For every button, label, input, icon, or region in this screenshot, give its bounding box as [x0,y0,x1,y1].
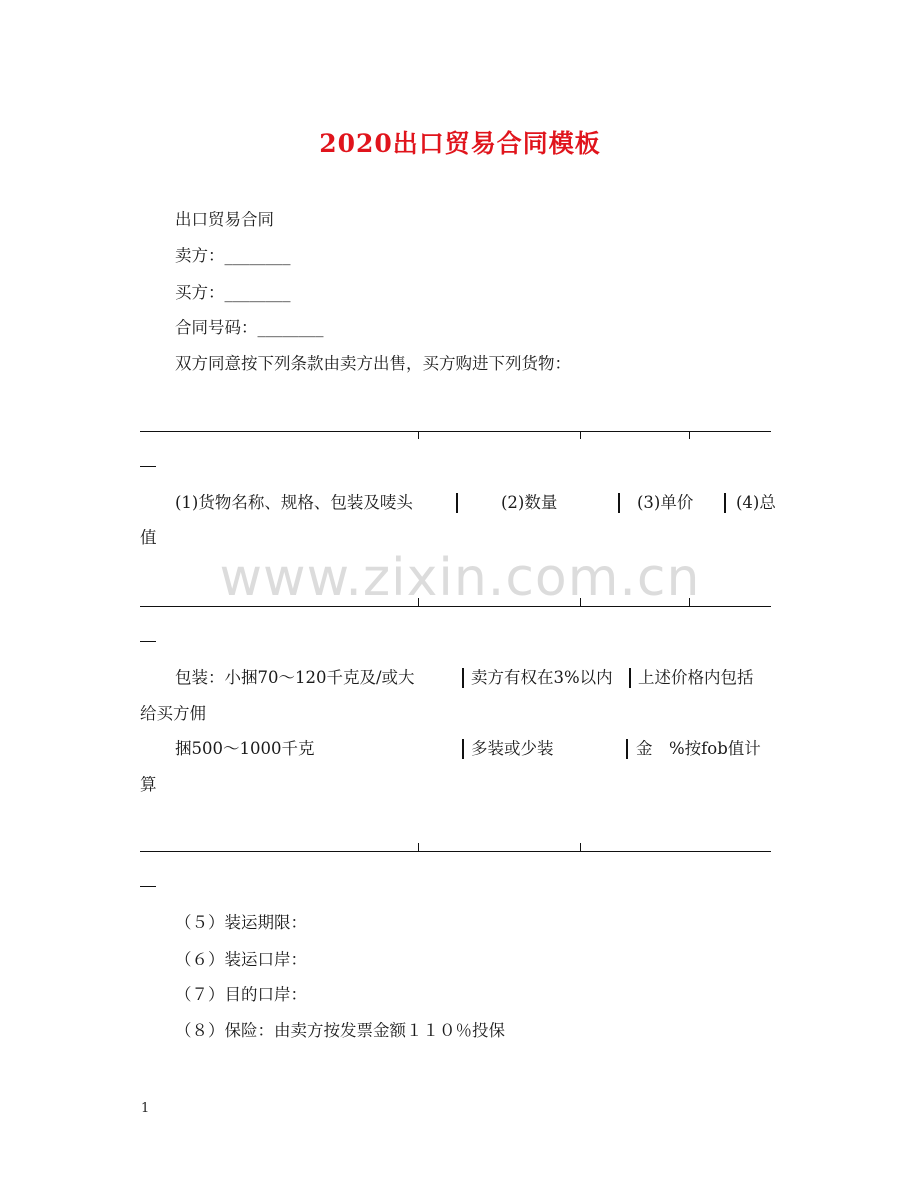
buyer-line: 买方：________ [175,283,291,302]
row2-col3-wrap: 算 [140,775,157,794]
column-separator [462,739,464,759]
column-separator [618,493,620,513]
contract-heading: 出口贸易合同 [175,210,274,229]
row1-col1: 包装：小捆70～120千克及/或大 [175,668,415,687]
header-col3: (3)单价 [637,493,694,512]
page-number: 1 [141,1101,150,1116]
header-col2: (2)数量 [501,493,558,512]
column-separator [462,668,464,688]
clause-5: （５）装运期限： [175,913,307,932]
row2-col3: 金 %按fob值计 [636,739,761,758]
clause-7: （７）目的口岸： [175,985,307,1004]
table-rule-tick [580,431,581,439]
row2-col1: 捆500～1000千克 [175,739,315,758]
table-rule [140,851,771,852]
column-separator [626,739,628,759]
column-separator [456,493,458,513]
header-col1: (1)货物名称、规格、包装及唛头 [175,493,413,512]
row1-col3: 上述价格内包括 [638,668,754,687]
watermark: www.zixin.com.cn [219,548,701,608]
clause-6: （６）装运口岸： [175,950,307,969]
header-col4: (4)总 [736,493,776,512]
table-rule-tick [689,431,690,439]
table-rule-wrap [140,886,156,887]
row1-col2: 卖方有权在3%以内 [471,668,613,687]
table-rule-wrap [140,641,156,642]
row1-col3-wrap: 给买方佣 [140,704,206,723]
table-rule-wrap [140,466,156,467]
column-separator [724,493,726,513]
contract-number-line: 合同号码：________ [175,318,324,337]
seller-line: 卖方：________ [175,246,291,265]
table-rule-tick [418,431,419,439]
row2-col2: 多装或少装 [471,739,554,758]
table-rule-tick [418,843,419,851]
table-rule [140,431,771,432]
agreement-line: 双方同意按下列条款由卖方出售，买方购进下列货物： [175,354,571,373]
header-col4-wrap: 值 [140,528,157,547]
clause-8: （８）保险：由卖方按发票金额１１０％投保 [175,1021,505,1040]
document-title: 2020出口贸易合同模板 [319,129,601,158]
table-rule-tick [580,843,581,851]
column-separator [629,668,631,688]
